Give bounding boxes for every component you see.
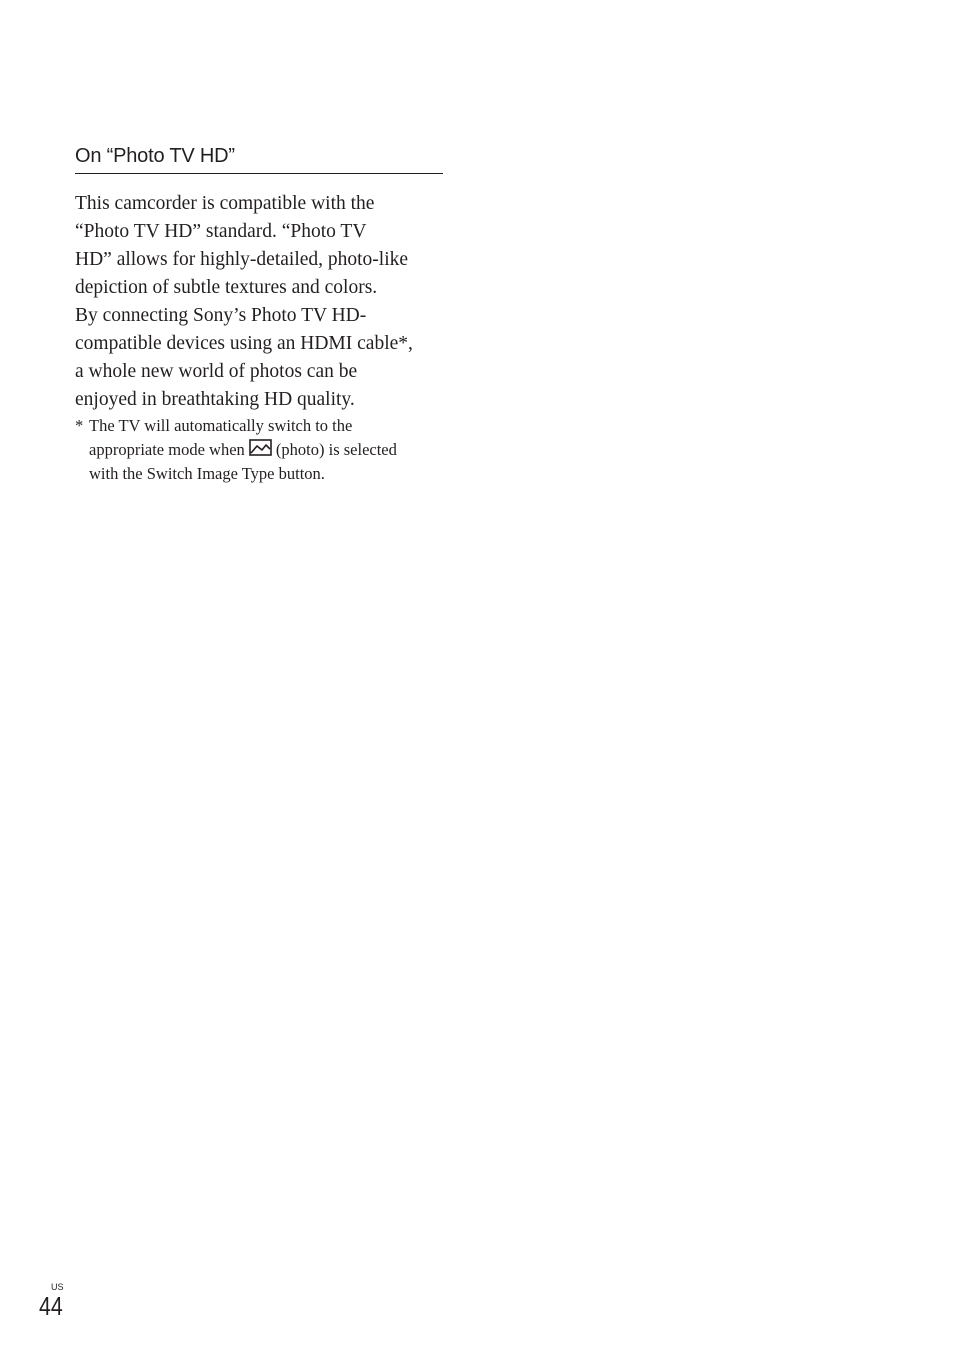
- footnote-line-3: with the Switch Image Type button.: [89, 464, 325, 483]
- body-line: By connecting Sony’s Photo TV HD-: [75, 305, 367, 326]
- body-line: “Photo TV HD” standard. “Photo TV: [75, 221, 367, 242]
- footnote-line-2-end: (photo) is selected: [275, 440, 397, 459]
- footnote: [75, 414, 443, 486]
- body-paragraph: [75, 190, 443, 414]
- body-line: enjoyed in breathtaking HD quality.: [75, 389, 355, 410]
- body-line: This camcorder is compatible with the: [75, 193, 375, 214]
- footnote-line-2-start: appropriate mode when: [89, 440, 245, 459]
- page-number: 44: [39, 1291, 63, 1321]
- footnote-mark: *: [75, 416, 84, 435]
- page-number-block: [39, 1282, 68, 1320]
- body-line: HD” allows for highly-detailed, photo-like: [75, 249, 409, 270]
- body-line: a whole new world of photos can be: [75, 361, 358, 382]
- region-code: US: [51, 1282, 64, 1292]
- body-line: compatible devices using an HDMI cable*,: [75, 333, 413, 354]
- photo-icon: [249, 439, 272, 456]
- footnote-line-1: The TV will automatically switch to the: [89, 416, 353, 435]
- footnote-line-2: [89, 438, 443, 462]
- body-line: depiction of subtle textures and colors.: [75, 277, 378, 298]
- photo-tv-hd-section: [75, 142, 443, 486]
- section-heading: On “Photo TV HD”: [75, 142, 443, 174]
